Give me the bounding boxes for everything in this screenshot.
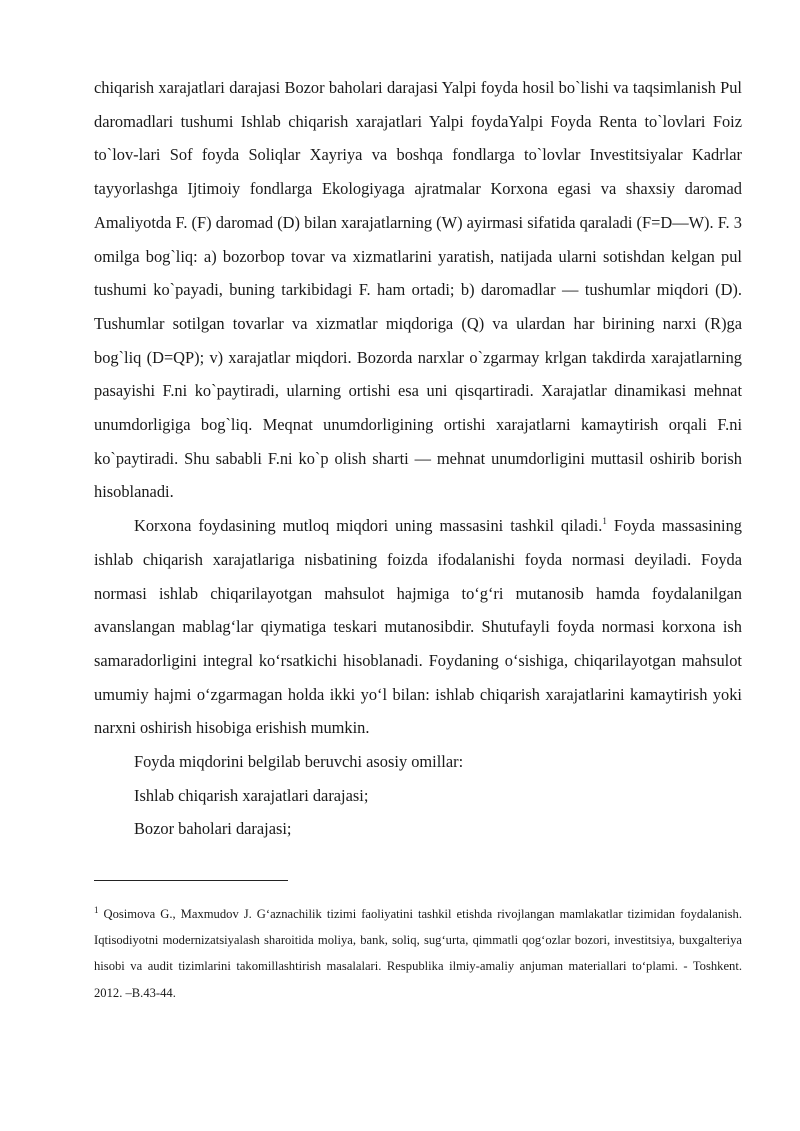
footnote-number: 1: [94, 905, 99, 915]
list-item: Bozor baholari darajasi;: [134, 819, 292, 839]
footnote-separator: [94, 880, 288, 881]
paragraph-lead-text: Korxona foydasining mutloq miqdori uning massasini tashkil qiladi.: [134, 516, 603, 536]
document-body: [94, 71, 742, 846]
paragraph: [94, 509, 742, 745]
list-item: Ishlab chiqarish xarajatlari darajasi;: [134, 785, 369, 805]
paragraph-text: Foyda massasining ishlab chiqarish xarajatlariga nisbatining foizda ifodalanishi foyda normasi deyiladi. Foyda normasi ishlab chiqarilayotgan mahsulot hajmiga to‘g‘ri mutanosib hamda foydalanilgan avanslangan mablag‘lar qiymatiga teskari mutanosibdir. Shutufayli foyda normasi korxona ish samaradorligini integral ko‘rsatkichi hisoblanadi. Foydaning o‘sishiga, chiqarilayotgan mahsulot umumiy hajmi o‘zgarmagan holda ikki yo‘l bilan: ishlab chiqarish xarajatlarini kamaytirish yoki narxni oshirish hisobiga erishish mumkin.: [94, 516, 742, 738]
footnote: [94, 901, 742, 1006]
paragraph: chiqarish xarajatlari darajasi Bozor baholari darajasi Yalpi foyda hosil bo`lishi va taqsimlanish Pul daromadlari tushumi Ishlab chiqarish xarajatlari Yalpi foydaYalpi Foyda Renta to`lovlari Foiz to`lov-lari Sof foyda Soliqlar Xayriya va boshqa fondlarga to`lovlar Investitsiyalar Kadrlar tayyorlashga Ijtimoiy fondlarga Ekologiyaga ajratmalar Korxona egasi va shaxsiy daromad Amaliyotda F. (F) daromad (D) bilan xarajatlarning (W) ayirmasi sifatida qaraladi (F=D—W). F. 3 omilga bog`liq: a) bozorbop tovar va xizmatlarini yaratish, natijada ularni sotishdan kelgan pul tushumi ko`payadi, buning tarkibidagi F. ham ortadi; b) daromadlar — tushumlar miqdori (D). Tushumlar sotilgan tovarlar va xizmatlar miqdoriga (Q) va ulardan har birining narxi (R)ga bog`liq (D=QP); v) xarajatlar miqdori. Bozorda narxlar o`zgarmay krlgan takdirda xarajatlarning pasayishi F.ni ko`paytiradi, ularning ortishi esa uni qisqartiradi. Xarajatlar dinamikasi mehnat unumdorligiga bog`liq. Meqnat unumdorligining ortishi xarajatlarni kamaytirish orqali F.ni ko`paytiradi. Shu sababli F.ni ko`p olish sharti — mehnat unumdorligini muttasil oshirib borish hisoblanadi.: [94, 78, 742, 502]
list-heading: Foyda miqdorini belgilab beruvchi asosiy omillar:: [134, 752, 464, 772]
footnote-reference[interactable]: 1: [602, 516, 607, 527]
footnote-text: Qosimova G., Maxmudov J. G‘aznachilik tizimi faoliyatini tashkil etishda rivojlangan mamlakatlar tizimidan foydalanish. Iqtisodiyotni modernizatsiyalash sharoitida moliya, bank, soliq, sug‘urta, qimmatli qog‘ozlar bozori, investitsiya, buxgalteriya hisobi va audit tizimlarini takomillashtirish masalalari. Respublika ilmiy-amaliy anjuman materiallari to‘plami. - Toshkent. 2012. –B.43-44.: [94, 907, 742, 1000]
